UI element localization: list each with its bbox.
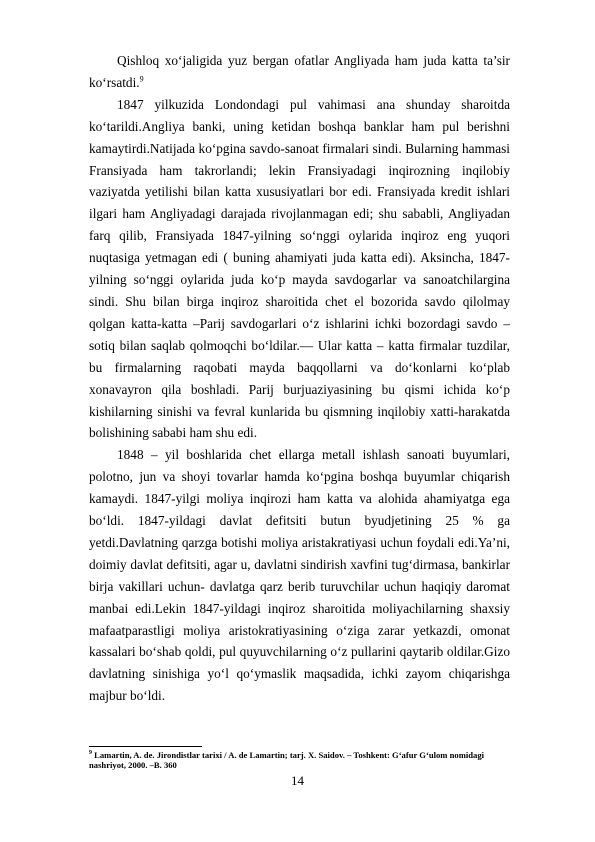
paragraph-2: [89, 94, 510, 445]
paragraph-3-text: 1848 – yil boshlarida chet ellarga metall ishlash sanoati buyumlari, polotno, jun va shoyi tovarlar hamda ko‘pgina boshqa buyumlar chiqarish kamaydi. 1847-yilgi moliya inqirozi ham katta va alohida ahamiyatga ega bo‘ldi. 1847-yildagi davlat defitsiti butun byudjetining 25 % ga yetdi.Davlatning qarzga botishi moliya aristakratiyasi uchun foydali edi.Ya’ni, doimiy davlat defitsiti, agar u, davlatni sindirish xavfini tug‘dirmasa, bankirlar birja vakillari uchun- davlatga qarz berib turuvchilar uchun haqiqiy daromat manbai edi.Lekin 1847-yildagi inqiroz sharoitida moliyachilarning shaxsiy mafaatparastligi moliya aristokratiyasining o‘ziga zarar yetkazdi, omonat kassalari bo‘shab qoldi, pul quyuvchilarning o‘z pullarini qaytarib oldilar.Gizo davlatning sinishiga yo‘l qo‘ymaslik maqsadida, ichki zayom chiqarishga majbur bo‘ldi.: [89, 447, 510, 704]
footnote-reference[interactable]: 9: [139, 74, 144, 84]
footnote: [89, 748, 510, 771]
paragraph-1: [89, 50, 510, 94]
paragraph-3: [89, 444, 510, 707]
page-number: 14: [291, 773, 304, 788]
paragraph-1-text: Qishloq xo‘jaligida yuz bergan ofatlar Angliyada ham juda katta ta’sir ko‘rsatdi.: [89, 53, 510, 90]
footnote-divider: [89, 746, 202, 747]
footnote-marker: 9: [89, 750, 92, 756]
page-body: [89, 50, 510, 707]
footnote-text: Lamartin, A. de. Jirondistlar tarixi / A. de Lamartin; tarj. X. Saidov. – Toshkent: G‘afur G‘ulom nomidagi nashriyot, 2000. –B. 360: [89, 749, 484, 771]
paragraph-2-text: 1847 yilkuzida Londondagi pul vahimasi ana shunday sharoitda ko‘tarildi.Angliya banki, uning ketidan boshqa banklar ham pul berishni kamaytirdi.Natijada ko‘pgina savdo-sanoat firmalari sindi. Bularning hammasi Fransiyada ham takrorlandi; lekin Fransiyadagi inqirozning inqilobiy vaziyatda yetilishi bilan katta xususiyatlari bor edi. Fransiyada kredit ishlari ilgari ham Angliyadagi darajada rivojlanmagan edi; shu sababli, Angliyadan farq qilib, Fransiyada 1847-yilning so‘nggi oylarida inqiroz eng yuqori nuqtasiga yetmagan edi ( buning ahamiyati juda katta edi). Aksincha, 1847-yilning so‘nggi oylarida juda ko‘p mayda savdogarlar va sanoatchilargina sindi. Shu bilan birga inqiroz sharoitida chet el bozorida savdo qilolmay qolgan katta-katta –Parij savdogarlari o‘z ishlarini ichki bozordagi savdo –sotiq bilan saqlab qolmoqchi bo‘ldilar.— Ular katta – katta firmalar tuzdilar, bu firmalarning raqobati mayda baqqollarni va do‘konlarni ko‘plab xonavayron qila boshladi. Parij burjuaziyasining bu qismi ichida ko‘p kishilarning sinishi va fevral kunlarida bu qismning inqilobiy xatti-harakatda bolishining sababi ham shu edi.: [89, 96, 510, 441]
